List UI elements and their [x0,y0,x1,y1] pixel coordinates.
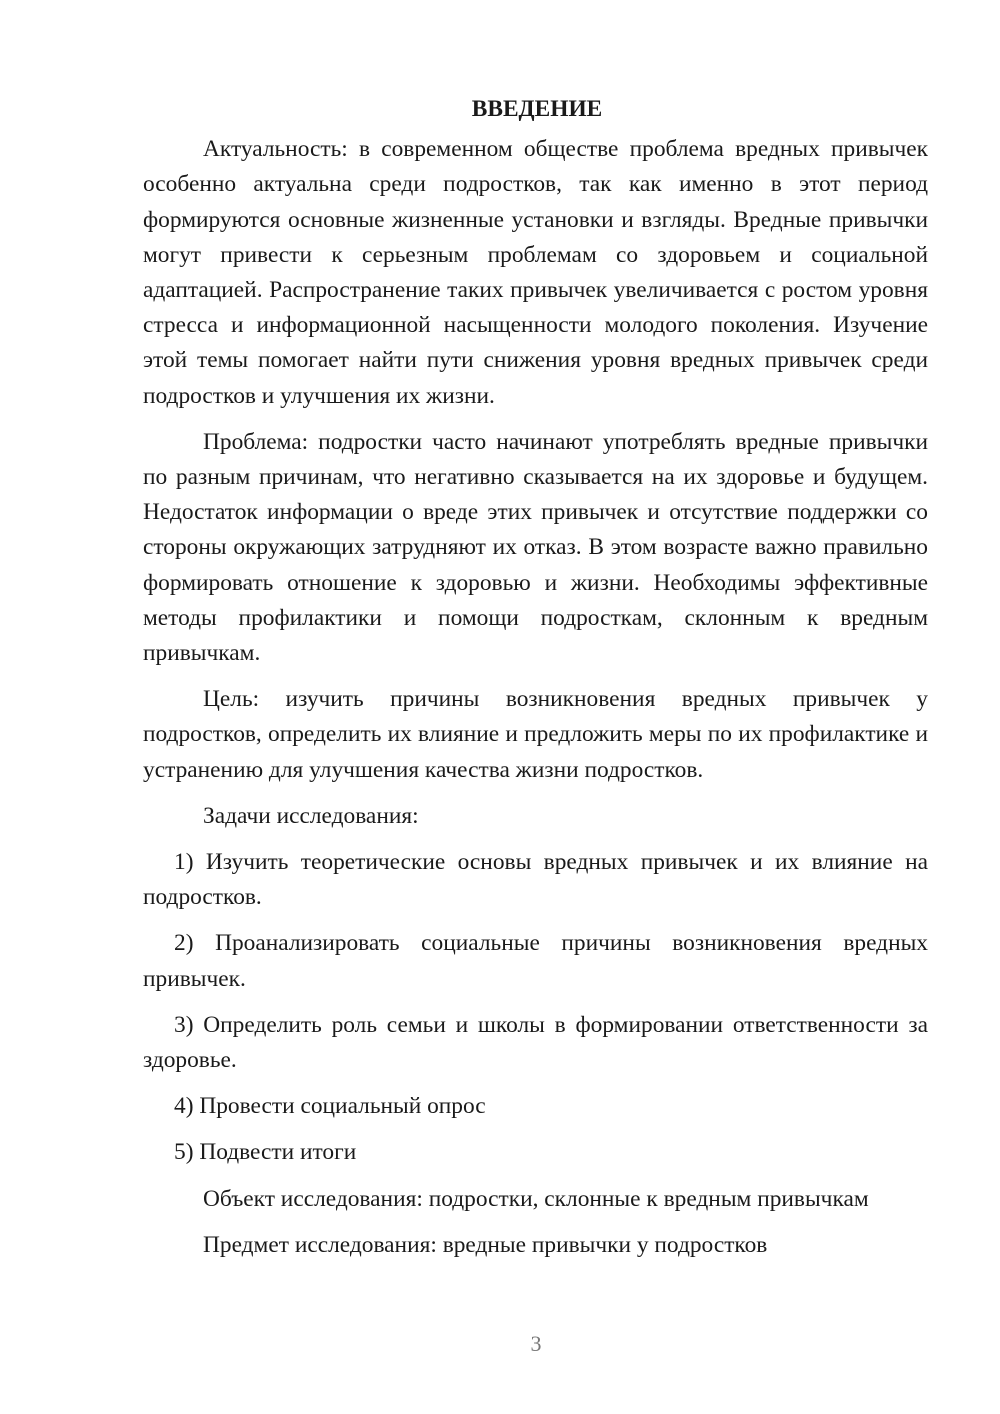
tasks-title: Задачи исследования: [203,802,419,829]
paragraph-problem: Проблема: подростки часто начинают употреблять вредные привычки по разным причинам, что негативно сказывается на их здоровье и будущем. Недостаток информации о вреде этих привычек и отсутствие поддержки со стороны окружающих затрудняют их отказ. В этом возрасте важно правильно формировать отношение к здоровью и жизни. Необходимы эффективные методы профилактики и помощи подросткам, склонным к вредным привычкам. [143,428,928,667]
task-item-1: 1) Изучить теоретические основы вредных привычек и их влияние на подростков. [143,849,928,911]
paragraph-relevance: Актуальность: в современном обществе проблема вредных привычек особенно актуальна среди подростков, так как именно в этот период формируются основные жизненные установки и взгляды. Вредные привычки могут привести к серьезным проблемам со здоровьем и социальной адаптацией. Распространение таких привычек увеличивается с ростом уровня стресса и информационной насыщенности молодого поколения. Изучение этой темы помогает найти пути снижения уровня вредных привычек среди подростков и улучшения их жизни. [143,136,928,409]
task-item-5: 5) Подвести итоги [174,1139,357,1166]
document-page [143,92,928,1263]
research-object: Объект исследования: подростки, склонные к вредным привычкам [203,1185,869,1212]
task-item-2: 2) Проанализировать социальные причины возникновения вредных привычек. [143,930,928,992]
task-item-3: 3) Определить роль семьи и школы в формировании ответственности за здоровье. [143,1011,928,1074]
page-number: 3 [530,1331,542,1356]
research-subject: Предмет исследования: вредные привычки у подростков [203,1231,768,1258]
page-title: ВВЕДЕНИЕ [471,96,603,122]
paragraph-goal: Цель: изучить причины возникновения вредных привычек у подростков, определить их влияние и предложить меры по их профилактике и устранению для улучшения качества жизни подростков. [143,686,928,783]
task-item-4: 4) Провести социальный опрос [174,1093,486,1120]
